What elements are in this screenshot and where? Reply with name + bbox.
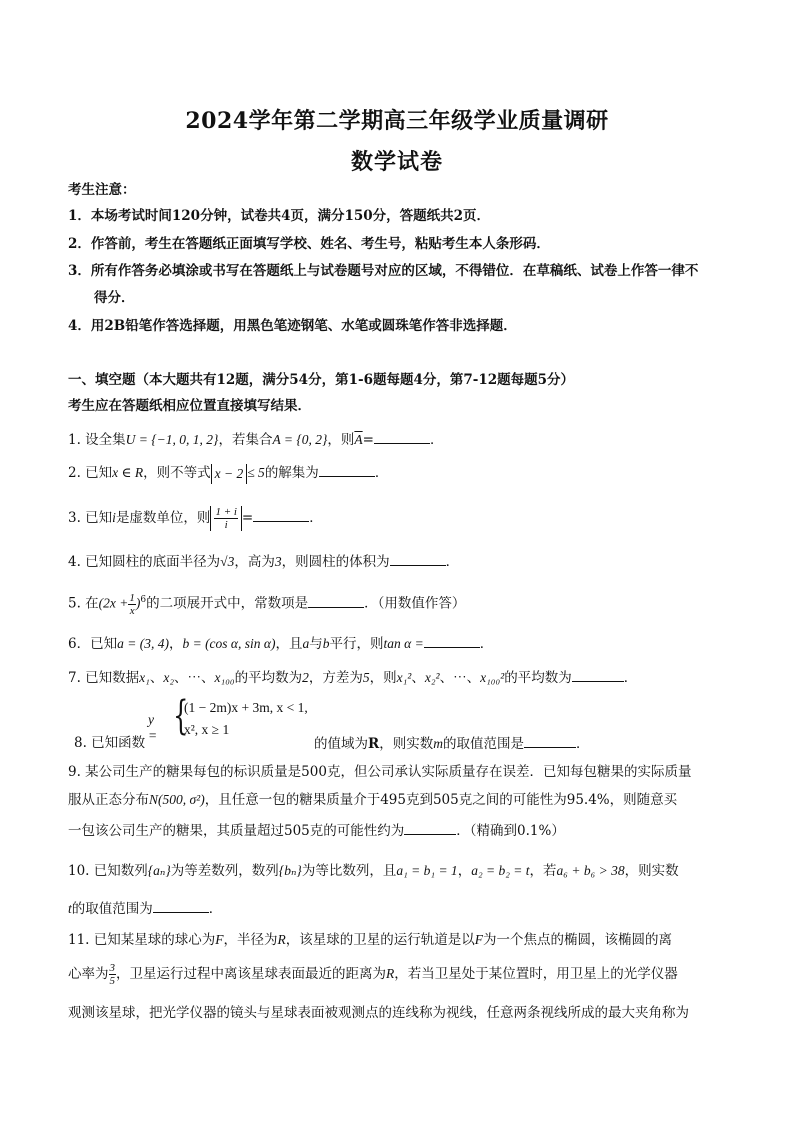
question-2: 2. 已知x ∈ R，则不等式 x − 2 ≤ 5的解集为 ． [68, 462, 728, 484]
question-10-line-1: 10. 已知数列{aₙ}为等差数列，数列{bₙ}为等比数列，且a₁ = b₁ = 1，a₂ = b₂ = t，若a₆ + b₆ > 38，则实数 [68, 863, 679, 879]
question-3: 3. 已知i是虚数单位，则 $\frac{1 + i}{i}$ = ． [68, 506, 323, 531]
notice-item-1: 1．本场考试时间120分钟，试卷共4页，满分150分，答题纸共2页． [68, 208, 491, 224]
notice-item-3-cont: 得分． [94, 290, 135, 306]
answer-blank-9[interactable] [404, 820, 456, 835]
exam-page: 2024学年第二学期高三年级学业质量调研 数学试卷 考生注意： 1．本场考试时间120分钟，试卷共4页，满分150分，答题纸共2页． 2．作答前，考生在答题纸正面填写学校、姓名、考生号，粘贴考生本人条形码． 3．所有作答务必填涂或书写在答题纸上与试卷题号对应的区域，不得错位．在草稿纸、试卷上作答一律不 得分． 4．用2B铅笔作答选择题，用黑色笔迹钢笔、水笔或圆珠笔作答非选择题． 一、填空题（本大题共有12题，满分54分，第1-6题每题4分，第7-12题每题5分） 考生应在答题纸相应位置直接填写结果． 1. 设全集U = {−1, 0, 1, 2}，若集合A = {0, 2}，则$\overline{A}=$ ． 2. 已知x ∈ R，则不等式 x − 2 ≤ 5的解集为 ． 3. 已知i是虚数单位，则 $\frac{1 + i}{i}$ = ． 4. 已知圆柱的底面半径为√3，高为3，则圆柱的体积为 ． 5. 在(2x + $\frac{1}{x}$ )$^6$的二项展开式中，常数项是 ．（用数值作答） 6．已知a = (3, 4)，b = (cos α, sin α)，且a与b平行，则tan α = ． 7. 已知数据x₁、x₂、⋯、x₁₀₀的平均数为2，方差为5，则x₁²、x₂²、⋯、x₁₀₀²的平均数为 ． y = { (1 − 2m)x + 3m, x < 1, x², x ≥ 1 8. 已知函数 的值域为R，则实数m的取值范围是 ． 9. 某公司生产的糖果每包的标识质量是500克，但公司承认实际质量存在误差．已知每包糖果的实际质量 服从正态分布N(500, σ²)，且任意一包的糖果质量介于495克到505克之间的可能性为95.4%，则随意买 一包该公司生产的糖果，其质量超过505克的可能性约为 ．（精确到0.1%） 10. 已知数列{aₙ}为等差数列，数列{bₙ}为等比数列，且a₁ = b₁ = 1，a₂ = b₂ = t，若a₆ + b₆ > 38，则实数 t的取值范围为 ． 11. 已知某星球的球心为F，半径为R，该星球的卫星的运行轨道是以F为一个焦点的椭圆，该椭圆的离 心率为 $\frac{3}{5}$ ，卫星运行过程中离该星球表面最近的距离为R，若当卫星处于某位置时，用卫星上的光学仪器 观测该星球，把光学仪器的镜头与星球表面被观测点的连线称为视线，任意两条视线所成的最大夹角称为 [0, 0, 794, 1123]
answer-blank-8[interactable] [524, 733, 576, 748]
section-heading: 一、填空题（本大题共有12题，满分54分，第1-6题每题4分，第7-12题每题5分） [68, 372, 575, 388]
answer-blank-4[interactable] [390, 551, 446, 566]
notice-item-2: 2．作答前，考生在答题纸正面填写学校、姓名、考生号，粘贴考生本人条形码． [68, 236, 550, 252]
question-4: 4. 已知圆柱的底面半径为√3，高为3，则圆柱的体积为 ． [68, 551, 728, 572]
answer-blank-5[interactable] [308, 593, 364, 608]
notice-item-4: 4．用2B铅笔作答选择题，用黑色笔迹钢笔、水笔或圆珠笔作答非选择题． [68, 318, 517, 334]
notice-item-3: 3．所有作答务必填涂或书写在答题纸上与试卷题号对应的区域，不得错位．在草稿纸、试卷上作答一律不 [68, 263, 699, 279]
answer-blank-2[interactable] [319, 462, 375, 477]
section-instruction: 考生应在答题纸相应位置直接填写结果． [68, 398, 311, 414]
question-6: 6．已知a = (3, 4)，b = (cos α, sin α)，且a与b平行，则tan α = ． [68, 633, 728, 654]
exam-title: 2024学年第二学期高三年级学业质量调研 [185, 108, 609, 134]
question-11-line-1: 11. 已知某星球的球心为F，半径为R，该星球的卫星的运行轨道是以F为一个焦点的椭圆，该椭圆的离 [68, 932, 673, 948]
question-11-line-3: 观测该星球，把光学仪器的镜头与星球表面被观测点的连线称为视线，任意两条视线所成的最大夹角称为 [68, 1005, 689, 1021]
question-10-line-2: t的取值范围为 ． [68, 898, 728, 919]
notice-heading: 考生注意： [68, 182, 136, 198]
answer-blank-6[interactable] [424, 633, 480, 648]
question-8-prefix: 8. 已知函数 [74, 735, 146, 751]
question-1: 1. 设全集U = {−1, 0, 1, 2}，若集合A = {0, 2}，则$\overline{A}=$ ． [68, 429, 728, 450]
answer-blank-7[interactable] [572, 667, 624, 682]
question-11-line-2: 心率为 $\frac{3}{5}$ ，卫星运行过程中离该星球表面最近的距离为R，若当卫星处于某位置时，用卫星上的光学仪器 [68, 962, 678, 987]
answer-blank-10[interactable] [153, 898, 209, 913]
question-9-line-1: 9. 某公司生产的糖果每包的标识质量是500克，但公司承认实际质量存在误差．已知每包糖果的实际质量 [68, 764, 692, 780]
question-5: 5. 在(2x + $\frac{1}{x}$ )$^6$的二项展开式中，常数项是 ．（用数值作答） [68, 591, 466, 617]
question-9-line-3: 一包该公司生产的糖果，其质量超过505克的可能性约为 ．（精确到0.1%） [68, 820, 728, 841]
exam-subtitle: 数学试卷 [350, 149, 443, 175]
answer-blank-1[interactable] [374, 429, 430, 444]
answer-blank-3[interactable] [253, 507, 309, 522]
question-7: 7. 已知数据x₁、x₂、⋯、x₁₀₀的平均数为2，方差为5，则x₁²、x₂²、⋯、x₁₀₀²的平均数为 ． [68, 667, 728, 688]
question-9-line-2: 服从正态分布N(500, σ²)，且任意一包的糖果质量介于495克到505克之间的可能性为95.4%，则随意买 [68, 792, 678, 808]
question-8: 的值域为R，则实数m的取值范围是 ． [314, 733, 794, 754]
brace-symbol: { [173, 693, 189, 739]
